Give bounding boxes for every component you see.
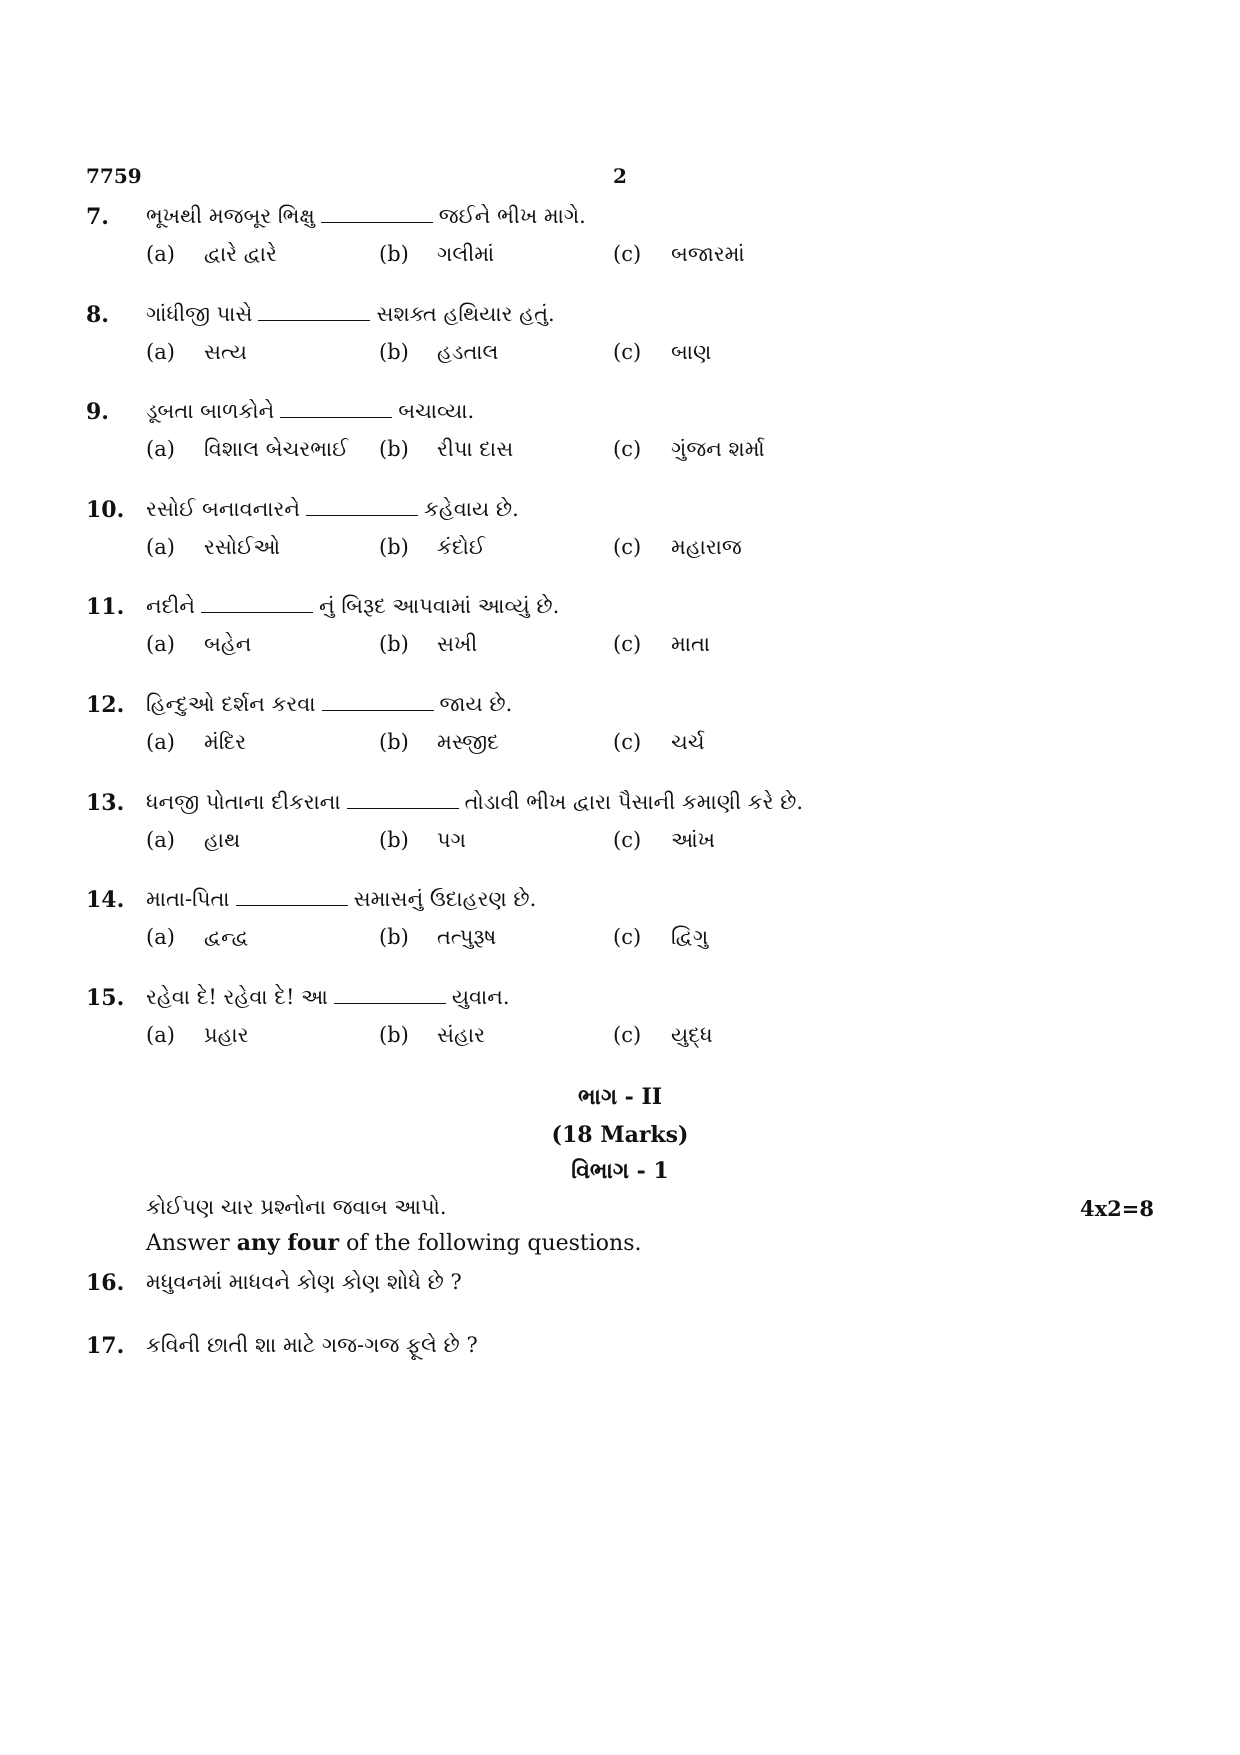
option-text: આંખ <box>671 827 715 852</box>
option-b <box>379 535 485 560</box>
option-b <box>379 632 477 657</box>
question-text-after: સશક્ત હથિયાર હતું. <box>376 301 555 326</box>
question-number: 14. <box>86 887 125 914</box>
option-label: (b) <box>379 437 409 462</box>
question-text-after: કહેવાય છે. <box>424 496 519 521</box>
option-text: પગ <box>437 827 466 852</box>
option-label: (a) <box>146 730 175 754</box>
option-text: સખી <box>437 632 478 657</box>
instruction-gujarati: કોઈપણ ચાર પ્રશ્નોના જવાબ આપો. <box>146 1195 447 1219</box>
answer-blank <box>201 594 313 613</box>
answer-blank <box>280 399 392 418</box>
option-label: (c) <box>613 534 642 559</box>
marks-formula: 4x2=8 <box>1080 1196 1154 1221</box>
question-text-before: માતા-પિતા <box>146 887 230 912</box>
answer-blank <box>322 692 434 711</box>
option-text: તત્પુરૂષ <box>437 925 497 950</box>
option-b <box>379 828 466 853</box>
option-text: ગુંજન શર્મા <box>671 437 765 462</box>
option-c <box>613 1023 713 1048</box>
option-a <box>146 632 251 657</box>
question-text-after: જઈને ભીખ માગે. <box>438 204 586 228</box>
answer-blank <box>236 887 348 906</box>
option-text: બાણ <box>671 339 712 364</box>
option-text: સત્ય <box>204 339 247 364</box>
answer-blank <box>258 302 370 321</box>
question-text-after: યુવાન. <box>451 984 510 1009</box>
paper-code: 7759 <box>86 164 142 188</box>
option-b <box>379 340 498 365</box>
option-text: હડતાલ <box>437 339 499 364</box>
option-b <box>379 1023 485 1048</box>
question-text-before: નદીને <box>146 594 196 619</box>
option-text: બહેન <box>204 632 252 657</box>
option-label: (a) <box>146 437 175 462</box>
option-label: (b) <box>379 1022 409 1047</box>
option-label: (a) <box>146 1022 175 1047</box>
option-a <box>146 730 246 755</box>
question-text-before: ધનજી પોતાના દીકરાના <box>146 789 341 814</box>
instruction-english: Answer any four of the following questions. <box>146 1230 642 1256</box>
option-c <box>613 828 715 853</box>
option-c <box>613 437 765 462</box>
question-number: 8. <box>86 301 109 328</box>
question-text-after: સમાસનું ઉદાહરણ છે. <box>353 887 537 912</box>
option-label: (b) <box>379 827 409 852</box>
question-number: 9. <box>86 399 109 426</box>
option-text: સંહાર <box>437 1022 485 1047</box>
question-text-before: રસોઈ બનાવનારને <box>146 496 301 521</box>
question-text-before: ડૂબતા બાળકોને <box>146 399 275 424</box>
option-label: (a) <box>146 925 175 950</box>
question-text-after: જાય છે. <box>439 692 513 716</box>
option-label: (c) <box>613 827 642 852</box>
option-text: મસ્જીદ <box>437 730 499 754</box>
question-text: મધુવનમાં માધવને કોણ કોણ શોધે છે ? <box>146 1270 462 1294</box>
option-a <box>146 437 348 462</box>
question-number: 10. <box>86 496 125 523</box>
question-text <box>146 204 586 229</box>
option-a <box>146 242 277 267</box>
answer-blank <box>347 790 459 809</box>
option-text: રસોઈઓ <box>204 534 281 559</box>
option-label: (a) <box>146 827 175 852</box>
option-text: કંદોઈ <box>437 534 486 559</box>
option-b <box>379 925 496 950</box>
question-text: કવિની છાતી શા માટે ગજ-ગજ ફૂલે છે ? <box>146 1333 478 1357</box>
question-text <box>146 399 474 424</box>
option-c <box>613 535 742 560</box>
option-text: મહારાજ <box>671 534 742 559</box>
question-number: 12. <box>86 692 125 718</box>
option-c <box>613 730 705 755</box>
option-text: યુદ્ધ <box>671 1022 713 1047</box>
option-label: (c) <box>613 1022 642 1047</box>
option-label: (b) <box>379 534 409 559</box>
option-label: (b) <box>379 632 409 657</box>
option-label: (b) <box>379 925 409 950</box>
question-text-before: હિન્દુઓ દર્શન કરવા <box>146 692 316 716</box>
option-a <box>146 828 240 853</box>
option-c <box>613 925 708 950</box>
option-b <box>379 730 499 755</box>
option-text: માતા <box>671 632 711 657</box>
option-text: ચર્ચ <box>671 730 705 754</box>
option-c <box>613 340 711 365</box>
option-text: દ્વન્દ્વ <box>204 925 249 950</box>
question-text-after: બચાવ્યા. <box>398 399 475 424</box>
question-text <box>146 790 803 815</box>
option-label: (a) <box>146 632 175 657</box>
option-label: (c) <box>613 339 642 364</box>
question-number: 16. <box>86 1270 125 1296</box>
option-a <box>146 925 249 950</box>
question-text <box>146 887 536 912</box>
option-text: બજારમાં <box>671 242 745 266</box>
question-number: 17. <box>86 1333 125 1359</box>
answer-blank <box>306 497 418 516</box>
question-text-after: તોડાવી ભીખ દ્વારા પૈસાની કમાણી કરે છે. <box>464 789 804 814</box>
division-heading: વિભાગ - 1 <box>571 1158 669 1184</box>
answer-blank <box>334 985 446 1004</box>
option-b <box>379 242 494 267</box>
option-label: (c) <box>613 242 642 266</box>
marks-heading: (18 Marks) <box>551 1122 689 1148</box>
option-label: (b) <box>379 730 409 754</box>
question-text <box>146 692 512 717</box>
option-a <box>146 1023 249 1048</box>
option-text: દ્વારે દ્વારે <box>204 242 277 266</box>
option-text: દ્વિગુ <box>671 925 709 950</box>
option-c <box>613 242 745 267</box>
option-text: વિશાલ બેચરભાઈ <box>204 437 349 462</box>
question-number: 11. <box>86 594 125 621</box>
question-text <box>146 594 559 619</box>
option-label: (c) <box>613 632 642 657</box>
question-text-before: ભૂખથી મજબૂર ભિક્ષુ <box>146 204 315 228</box>
question-text <box>146 302 555 327</box>
option-label: (b) <box>379 242 409 266</box>
question-text-before: ગાંધીજી પાસે <box>146 301 253 326</box>
option-label: (a) <box>146 242 175 266</box>
option-a <box>146 340 247 365</box>
option-text: રીપા દાસ <box>437 437 514 462</box>
question-number: 13. <box>86 789 125 816</box>
option-a <box>146 535 280 560</box>
question-number: 7. <box>86 204 109 230</box>
option-label: (c) <box>613 925 642 950</box>
option-text: ગલીમાં <box>437 242 495 266</box>
question-text <box>146 497 519 522</box>
option-label: (a) <box>146 339 175 364</box>
option-text: હાથ <box>204 827 241 852</box>
question-text <box>146 985 510 1010</box>
option-label: (c) <box>613 730 642 754</box>
question-text-after: નું બિરૂદ આપવામાં આવ્યું છે. <box>319 594 560 619</box>
page-number: 2 <box>613 164 627 188</box>
question-number: 15. <box>86 984 125 1011</box>
option-label: (c) <box>613 437 642 462</box>
answer-blank <box>321 204 433 223</box>
option-c <box>613 632 710 657</box>
question-text-before: રહેવા દે! રહેવા દે! આ <box>146 984 328 1009</box>
option-b <box>379 437 513 462</box>
option-text: પ્રહાર <box>204 1022 249 1047</box>
option-label: (b) <box>379 339 409 364</box>
option-label: (a) <box>146 534 175 559</box>
part-heading: ભાગ - II <box>577 1084 663 1110</box>
option-text: મંદિર <box>204 730 247 754</box>
